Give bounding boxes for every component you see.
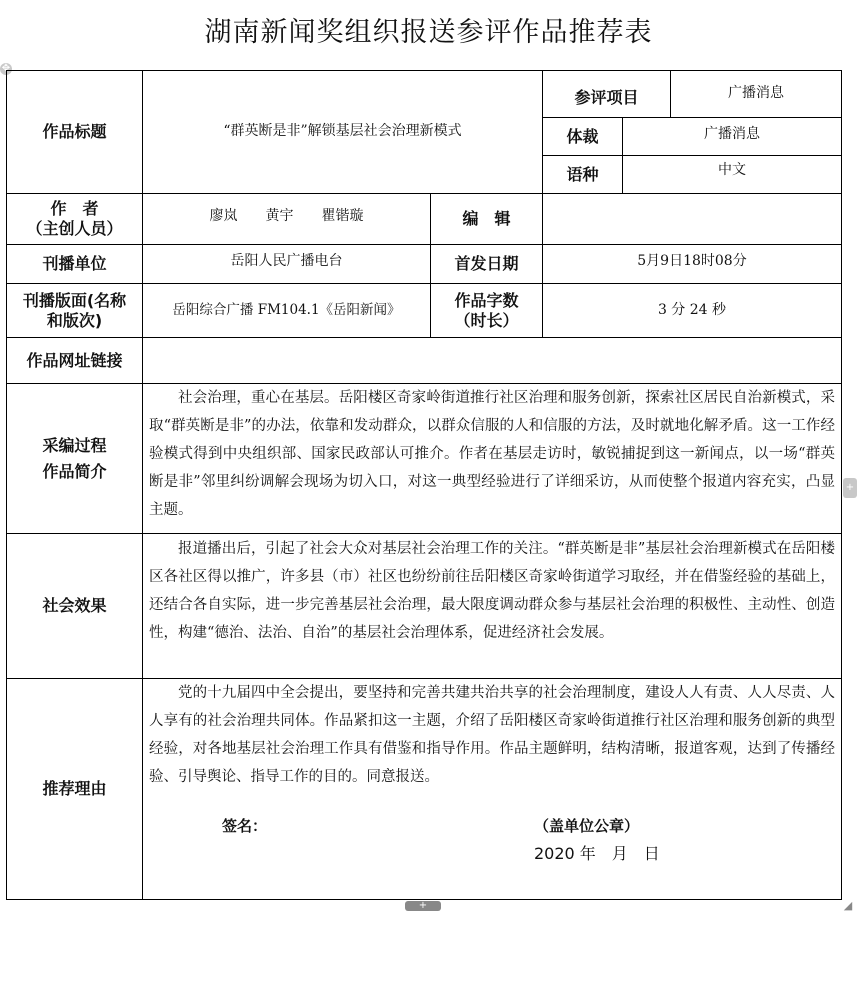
edition-label xyxy=(7,284,142,337)
work-title-label: 作品标题 xyxy=(42,122,107,141)
process-label-line1: 采编过程 xyxy=(42,435,107,455)
stamp-label: （盖单位公章） xyxy=(534,817,640,835)
effect-label: 社会效果 xyxy=(42,596,107,615)
process-text: 社会治理，重心在基层。岳阳楼区奇家岭街道推行社区治理和服务创新，探索社区居民自治新模式，采取“群英断是非”的办法，依靠和发动群众，以群众信服的人和信服的方法，及时就地化解矛盾。这一工作经验模式得到中央组织部、国家民政部认可推介。作者在基层走访时，敏锐捕捉到这一新闻点，以一场“群英断是非”邻里纠纷调解会现场为切入口，对这一典型经验进行了详细采访，从而使整个报道内容充实，凸显主题。 xyxy=(149,390,835,518)
move-handle-icon[interactable]: ✥ xyxy=(1,63,11,74)
resize-handle-bottom-icon[interactable]: + xyxy=(405,901,441,911)
corner-resize-icon[interactable]: ◢ xyxy=(843,899,853,912)
edition-label-line1: 刊播版面(名称 xyxy=(22,290,127,310)
first-date-label: 首发日期 xyxy=(454,254,519,273)
resize-handle-right-icon[interactable]: + xyxy=(843,478,857,498)
process-label-line2: 作品简介 xyxy=(42,461,107,481)
url-label: 作品网址链接 xyxy=(26,350,123,370)
publisher-label: 刊播单位 xyxy=(42,254,107,273)
edition-label-line2: 和版次) xyxy=(46,310,103,330)
author-value: 廖岚 黄宇 瞿锴璇 xyxy=(209,208,364,224)
editor-value xyxy=(543,194,841,244)
author-label xyxy=(7,194,142,244)
word-count-label-line2: （时长） xyxy=(454,310,519,330)
author-label-line1: 作 者 xyxy=(50,199,99,218)
effect-text: 报道播出后，引起了社会大众对基层社会治理工作的关注。“群英断是非”基层社会治理新模式在岳阳楼区各社区得以推广，许多县（市）社区也纷纷前往岳阳楼区奇家岭街道学习取经，并在借鉴经验的基础上，还结合各自实际，进一步完善基层社会治理，最大限度调动群众参与基层社会治理的积极性、主动性、创造性，构建“德治、法治、自治”的基层社会治理体系，促进经济社会发展。 xyxy=(149,541,835,641)
word-count-label xyxy=(431,284,542,337)
author-label-line2: （主创人员） xyxy=(26,219,123,238)
work-title-value: “群英断是非”解锁基层社会治理新模式 xyxy=(223,123,462,140)
genre-label: 体裁 xyxy=(566,126,599,146)
reason-label: 推荐理由 xyxy=(42,779,107,798)
publisher-value: 岳阳人民广播电台 xyxy=(230,253,343,269)
edition-value: 岳阳综合广播 FM104.1《岳阳新闻》 xyxy=(172,302,401,319)
first-date-value: 5月9日18时08分 xyxy=(637,253,747,269)
signature-label: 签名： xyxy=(222,817,268,835)
process-label xyxy=(7,384,142,533)
category-label: 参评项目 xyxy=(574,88,639,107)
genre-value: 广播消息 xyxy=(704,126,760,142)
word-count-label-line1: 作品字数 xyxy=(454,290,519,310)
reason-text: 党的十九届四中全会提出，要坚持和完善共建共治共享的社会治理制度，建设人人有责、人人尽责、人人享有的社会治理共同体。作品紧扣这一主题，介绍了岳阳楼区奇家岭街道推行社区治理和服务创新的典型经验，对各地基层社会治理工作具有借鉴和指导作用。作品主题鲜明，结构清晰，报道客观，达到了传播经验、引导舆论、指导工作的目的。同意报送。 xyxy=(149,685,835,785)
url-value xyxy=(143,338,841,383)
editor-label: 编 辑 xyxy=(462,209,511,228)
language-label: 语种 xyxy=(566,164,599,184)
language-value: 中文 xyxy=(718,162,746,178)
page-title: 湖南新闻奖组织报送参评作品推荐表 xyxy=(204,17,653,48)
recommendation-form xyxy=(6,70,842,900)
word-count-value: 3 分 24 秒 xyxy=(657,301,727,318)
category-value: 广播消息 xyxy=(728,85,784,101)
sign-date: 2020 年 月 日 xyxy=(534,844,660,863)
